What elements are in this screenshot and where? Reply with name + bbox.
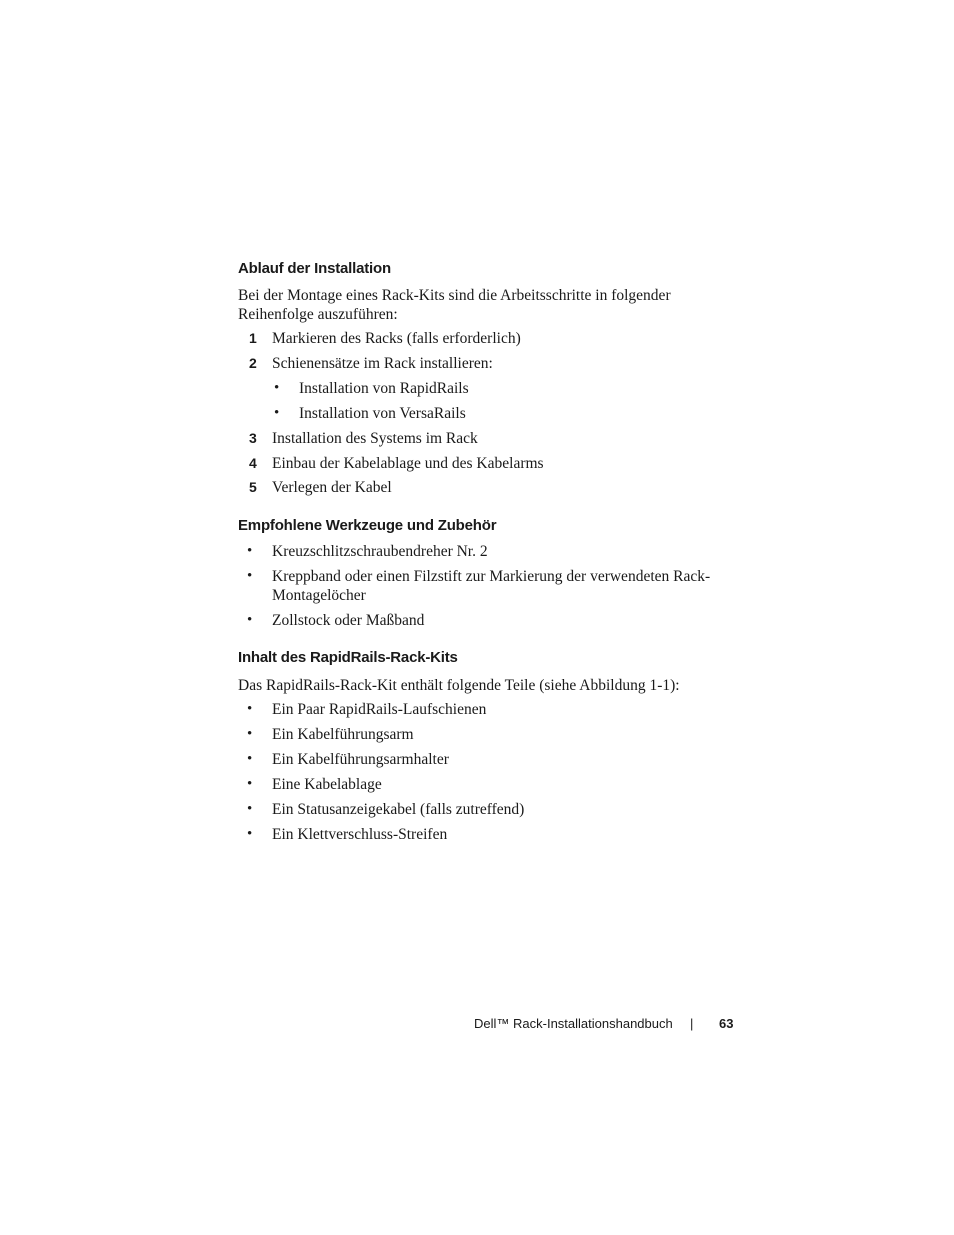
- footer-separator: |: [690, 1016, 694, 1031]
- bullet-marker: •: [247, 776, 253, 792]
- list-item-continuation: Montagelöcher: [272, 587, 366, 604]
- list-item: Ein Kabelführungsarm: [272, 726, 414, 743]
- list-item: Ein Paar RapidRails-Laufschienen: [272, 701, 487, 718]
- step-text: Einbau der Kabelablage und des Kabelarms: [272, 455, 544, 472]
- bullet-marker: •: [247, 543, 253, 559]
- bullet-marker: •: [247, 826, 253, 842]
- bullet-marker: •: [247, 751, 253, 767]
- list-item: Eine Kabelablage: [272, 776, 382, 793]
- bullet-marker: •: [274, 405, 280, 421]
- intro-installation: Bei der Montage eines Rack-Kits sind die Arbeitsschritte in folgender Reihenfolge auszuführen:: [238, 287, 671, 323]
- bullet-marker: •: [247, 726, 253, 742]
- step-text: Installation des Systems im Rack: [272, 430, 478, 447]
- heading-kit-contents: Inhalt des RapidRails-Rack-Kits: [238, 649, 458, 666]
- step-text: Markieren des Racks (falls erforderlich): [272, 330, 521, 347]
- step-number: 1: [249, 330, 257, 346]
- footer-title: Dell™ Rack-Installationshandbuch: [474, 1016, 673, 1031]
- step-number: 4: [249, 455, 257, 471]
- step-number: 5: [249, 479, 257, 495]
- list-item: Ein Kabelführungsarmhalter: [272, 751, 449, 768]
- intro-kit-contents: Das RapidRails-Rack-Kit enthält folgende Teile (siehe Abbildung 1-1):: [238, 677, 680, 694]
- step-text: Schienensätze im Rack installieren:: [272, 355, 493, 372]
- bullet-marker: •: [247, 701, 253, 717]
- list-item: Kreuzschlitzschraubendreher Nr. 2: [272, 543, 488, 560]
- list-item: Zollstock oder Maßband: [272, 612, 425, 629]
- page-number: 63: [719, 1016, 734, 1031]
- bullet-marker: •: [247, 568, 253, 584]
- step-number: 3: [249, 430, 257, 446]
- heading-recommended-tools: Empfohlene Werkzeuge und Zubehör: [238, 517, 497, 534]
- step-text: Verlegen der Kabel: [272, 479, 392, 496]
- substep-text: Installation von RapidRails: [299, 380, 469, 397]
- heading-installation-sequence: Ablauf der Installation: [238, 260, 391, 277]
- list-item: Kreppband oder einen Filzstift zur Markierung der verwendeten Rack-: [272, 568, 711, 585]
- bullet-marker: •: [247, 612, 253, 628]
- step-number: 2: [249, 355, 257, 371]
- substep-text: Installation von VersaRails: [299, 405, 466, 422]
- list-item: Ein Klettverschluss-Streifen: [272, 826, 448, 843]
- bullet-marker: •: [274, 380, 280, 396]
- bullet-marker: •: [247, 801, 253, 817]
- list-item: Ein Statusanzeigekabel (falls zutreffend): [272, 801, 525, 818]
